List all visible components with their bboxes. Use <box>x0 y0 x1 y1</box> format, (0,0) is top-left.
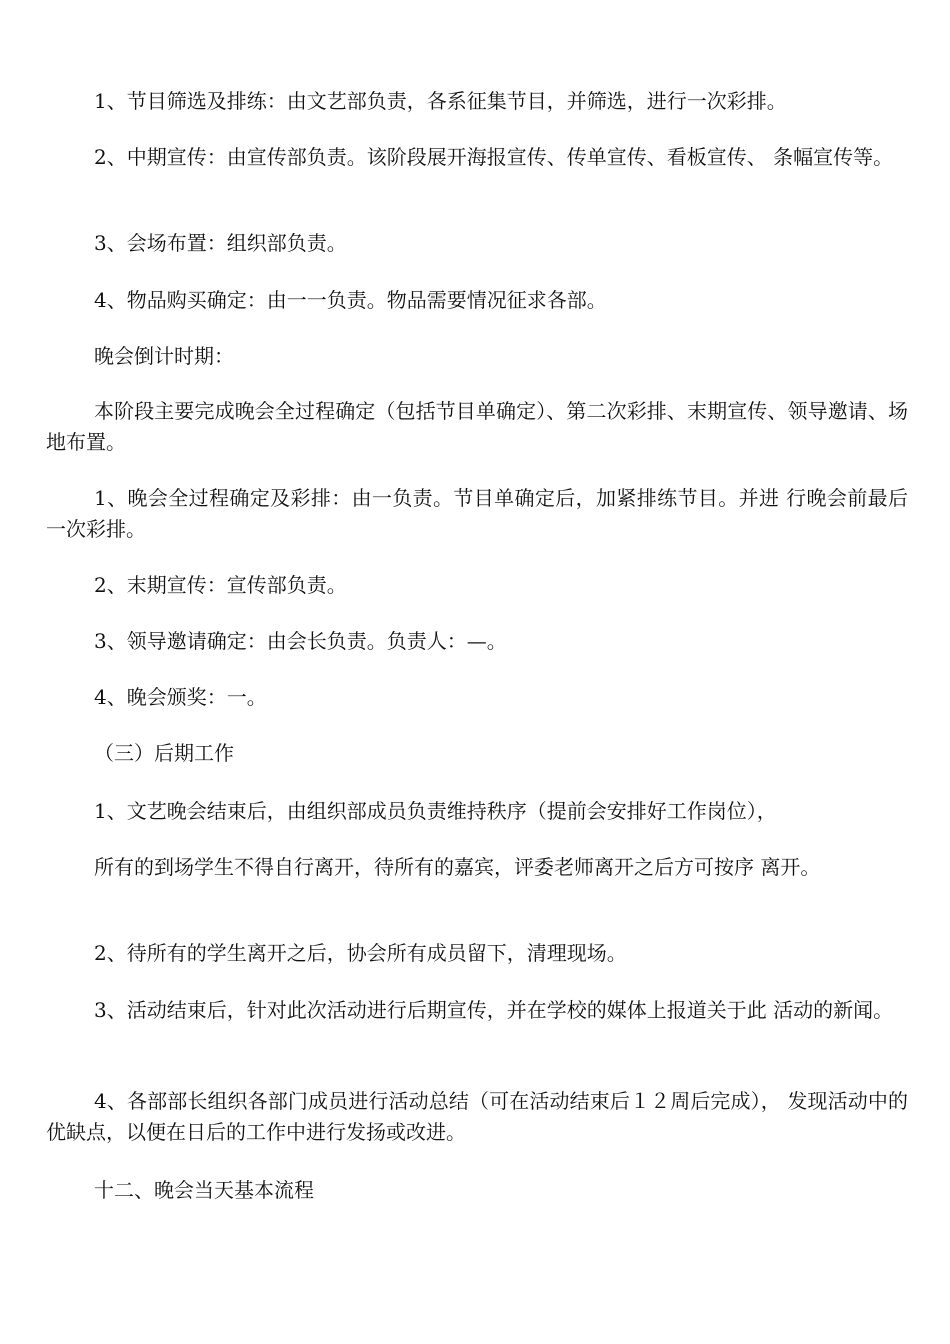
paragraph-midterm-publicity: 2、中期宣传：由宣传部负责。该阶段展开海报宣传、传单宣传、看板宣传、 条幅宣传等。 <box>94 145 894 169</box>
paragraph-awards: 4、晚会颁奖：一。 <box>94 685 267 709</box>
paragraph-summary: 4、各部部长组织各部门成员进行活动总结（可在活动结束后１２周后完成）， 发现活动中的优缺点，以便在日后的工作中进行发扬或改进。 <box>46 1089 908 1144</box>
paragraph-final-rehearsal: 1、晚会全过程确定及彩排：由一负责。节目单确定后，加紧排练节目。并进 行晚会前最后一次彩排。 <box>46 486 908 541</box>
paragraph-final-publicity: 2、末期宣传：宣传部负责。 <box>94 573 347 597</box>
paragraph-leaving-order: 所有的到场学生不得自行离开，待所有的嘉宾，评委老师离开之后方可按序 离开。 <box>94 855 821 879</box>
paragraph-purchase: 4、物品购买确定：由一一负责。物品需要情况征求各部。 <box>94 288 607 312</box>
paragraph-countdown-summary: 本阶段主要完成晚会全过程确定（包括节目单确定）、第二次彩排、末期宣传、领导邀请、场地布置。 <box>46 399 908 454</box>
paragraph-program-screening: 1、节目筛选及排练：由文艺部负责，各系征集节目，并筛选，进行一次彩排。 <box>94 89 787 113</box>
section-heading-evening-flow: 十二、晚会当天基本流程 <box>94 1178 314 1202</box>
paragraph-cleanup: 2、待所有的学生离开之后，协会所有成员留下，清理现场。 <box>94 941 627 965</box>
paragraph-leader-invitation: 3、领导邀请确定：由会长负责。负责人：—。 <box>94 629 507 653</box>
paragraph-venue-setup: 3、会场布置：组织部负责。 <box>94 231 347 255</box>
paragraph-post-publicity: 3、活动结束后，针对此次活动进行后期宣传，并在学校的媒体上报道关于此 活动的新闻。 <box>94 998 894 1022</box>
paragraph-countdown-heading: 晚会倒计时期： <box>94 344 234 368</box>
section-heading-post-work: （三）后期工作 <box>94 741 234 765</box>
paragraph-order-keeping: 1、文艺晚会结束后，由组织部成员负责维持秩序（提前会安排好工作岗位）， <box>94 799 777 823</box>
